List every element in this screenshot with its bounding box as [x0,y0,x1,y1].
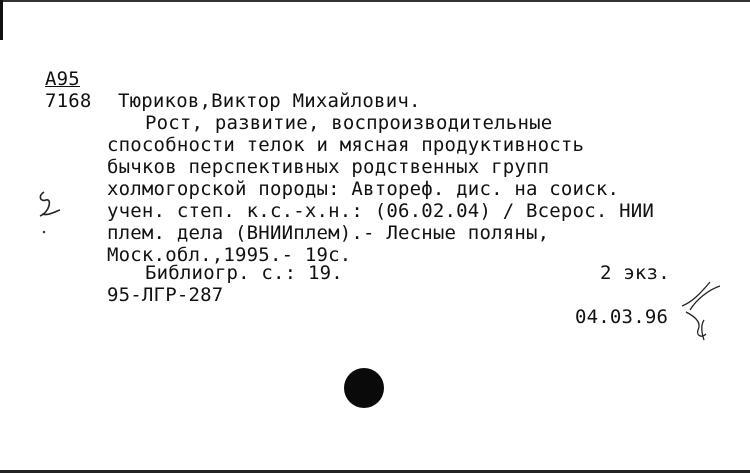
card-left-edge [0,0,3,40]
body-line: учен. степ. к.с.-х.н.: (06.02.04) / Всерос. НИИ [107,200,655,222]
body-line: плем. дела (ВНИИплем).- Лесные поляны, [107,222,550,244]
handwritten-signature-icon [676,276,728,342]
bibliography-note: Библиогр. с.: 19. [145,262,343,284]
card-punch-hole [344,368,384,408]
handwritten-mark-icon [30,186,70,236]
copies-count: 2 экз. [600,262,670,284]
date-stamp: 04.03.96 [575,306,669,328]
author-heading: Тюриков,Виктор Михайлович. [118,90,421,112]
body-line: Рост, развитие, воспроизводительные [145,112,553,134]
inventory-number: 7168 [45,90,92,112]
body-line: холмогорской породы: Автореф. дис. на соиск. [107,178,620,200]
shelf-mark: А95 [45,68,80,90]
body-line: способности телок и мясная продуктивность [107,134,585,156]
accession-code: 95-ЛГР-287 [107,284,224,306]
body-line: Моск.обл.,1995.- 19с. [107,244,352,266]
body-line: бычков перспективных родственных групп [107,156,550,178]
card-top-edge [0,0,750,2]
